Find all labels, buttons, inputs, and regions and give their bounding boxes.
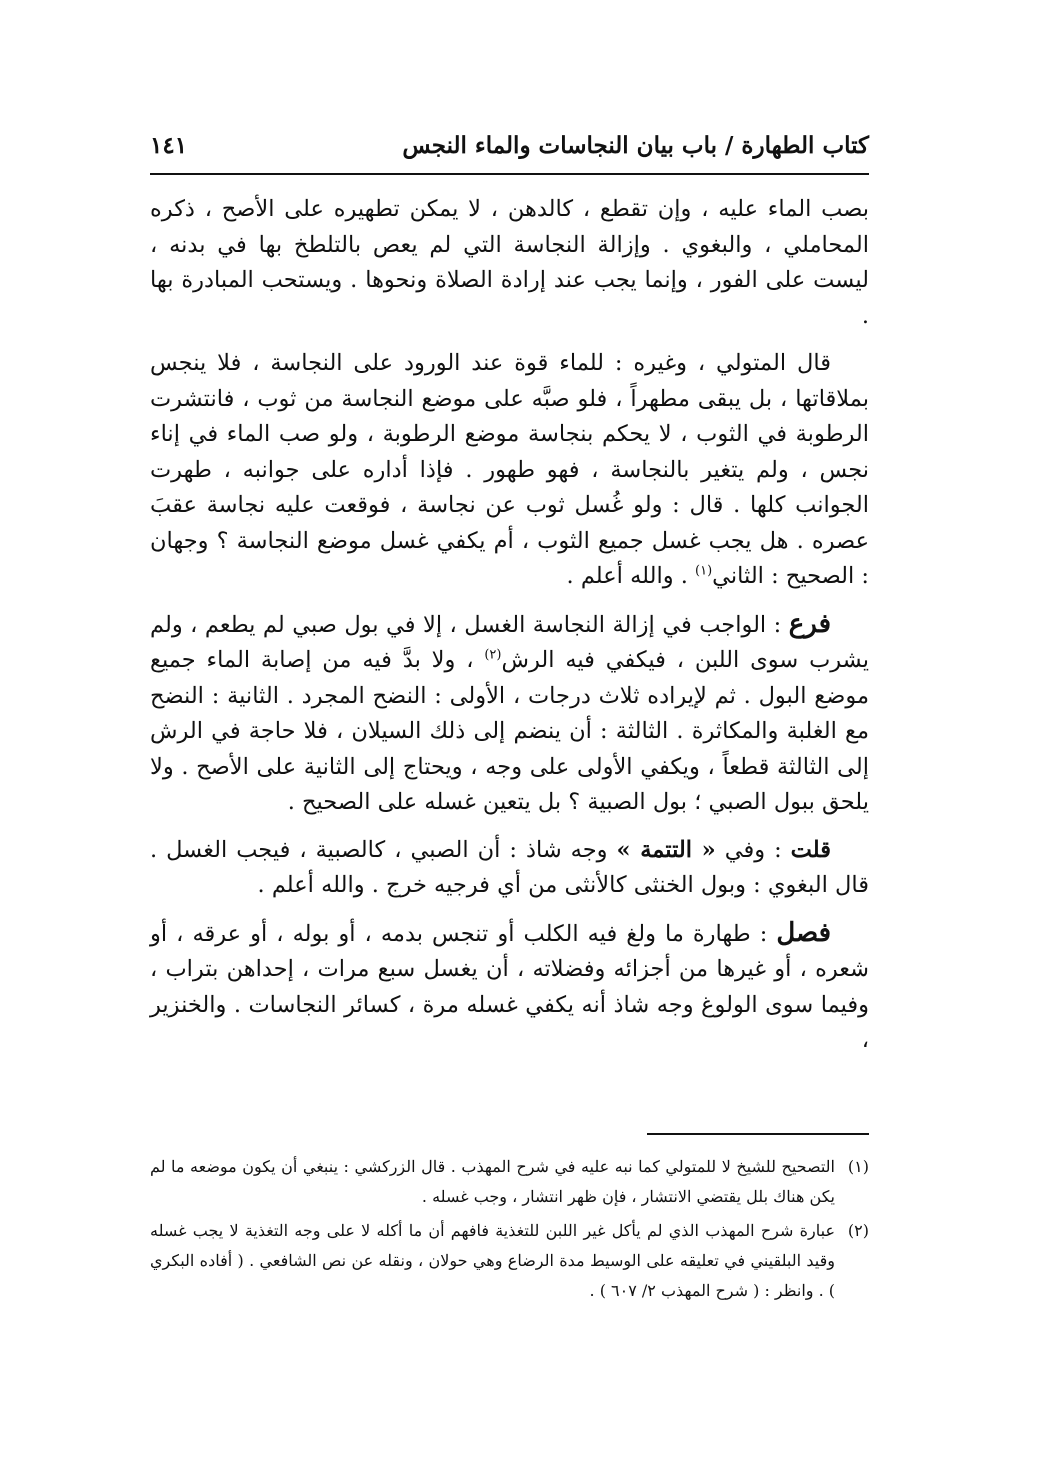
footnotes <box>150 1152 869 1310</box>
paragraph-3-text-a: : الواجب في إزالة النجاسة الغسل ، إلا في بول صبي لم يطعم ، ولم يشرب سوى اللبن ، فيكفي فيه الرش <box>150 611 869 673</box>
footnote-1 <box>150 1152 869 1212</box>
footnote-2-text: عبارة شرح المهذب الذي لم يأكل غير اللبن للتغذية فافهم أن ما أكله لا على وجه التغذية لا يجب غسله وقيد البلقيني في تعليقه على الوسيط مدة الرضاع وهي حولان ، ونقله عن نص الشافعي . ( أفاده البكري ) . وانظر : ( شرح المهذب ٢/ ٦٠٧ ) . <box>150 1221 835 1300</box>
paragraph-2 <box>150 346 869 595</box>
paragraph-5 <box>150 916 869 1059</box>
paragraph-2-end: . والله أعلم . <box>566 563 696 589</box>
footnote-2-number: (٢) <box>847 1221 869 1240</box>
page-number: ١٤١ <box>150 132 188 159</box>
footnote-2 <box>150 1216 869 1306</box>
paragraph-4-text-a: : وفي <box>715 836 791 863</box>
book-title-tatimma: « التتمة » <box>616 836 716 863</box>
paragraph-3-text-b: ، ولا بدَّ فيه من إصابة الماء جميع موضع البول . ثم لإيراده ثلاث درجات ، الأولى : النضح المجرد . الثانية : النضح مع الغلبة والمكاثرة . الثالثة : أن ينضم إلى ذلك السيلان ، فلا حاجة في الرش إلى الثالثة قطعاً ، ويكفي الأولى على وجه ، ويحتاج إلى الثانية على الأصح . ولا يلحق ببول الصبي ؛ بول الصبية ؟ بل يتعين غسله على الصحيح . <box>150 647 869 815</box>
paragraph-4-text-b: وجه شاذ : أن الصبي ، كالصبية ، فيجب الغسل . قال البغوي : وبول الخنثى كالأنثى من أي فرجيه خرج . والله أعلم . <box>150 836 869 898</box>
footnote-rule <box>647 1133 869 1135</box>
main-text <box>150 192 869 1071</box>
fasl-heading: فصل <box>776 917 831 948</box>
running-title: كتاب الطهارة / باب بيان النجاسات والماء النجس <box>402 132 869 159</box>
footnote-ref-2: (٢) <box>484 647 502 663</box>
paragraph-2-text: قال المتولي ، وغيره : للماء قوة عند الورود على النجاسة ، فلا ينجس بملاقاتها ، بل يبقى مطهراً ، فلو صبَّه على موضع النجاسة من ثوب ، فانتشرت الرطوبة في الثوب ، لا يحكم بنجاسة موضع الرطوبة ، ولو صب الماء في إناء نجس ، ولم يتغير بالنجاسة ، فهو طهور . فإذا أداره على جوانبه ، طهرت الجوانب كلها . قال : ولو غُسل ثوب عن نجاسة ، فوقعت عليه نجاسة عقبَ عصره . هل يجب غسل جميع الثوب ، أم يكفي غسل موضع النجاسة ؟ وجهان : الصحيح : الثاني <box>150 350 869 589</box>
running-header <box>150 132 869 159</box>
paragraph-3 <box>150 607 869 821</box>
paragraph-4 <box>150 833 869 904</box>
paragraph-5-text: : طهارة ما ولغ فيه الكلب أو تنجس بدمه ، أو بوله ، أو عرقه ، أو شعره ، أو غيرها من أجزائه وفضلاته ، أن يغسل سبع مرات ، إحداهن بتراب ، وفيما سوى الولوغ وجه شاذ أنه يكفي غسله مرة ، كسائر النجاسات . والخنزير ، <box>150 920 869 1053</box>
header-rule <box>150 173 869 175</box>
footnote-1-number: (١) <box>847 1157 869 1176</box>
qultu-heading: قلت <box>790 836 831 863</box>
paragraph-1: بصب الماء عليه ، وإن تقطع ، كالدهن ، لا يمكن تطهيره على الأصح ، ذكره المحاملي ، والبغوي . وإزالة النجاسة التي لم يعص بالتلطخ بها في بدنه ، ليست على الفور ، وإنما يجب عند إرادة الصلاة ونحوها . ويستحب المبادرة بها . <box>150 196 869 329</box>
far-heading: فرع <box>788 608 831 639</box>
footnote-ref-1: (١) <box>695 563 713 579</box>
footnote-1-text: التصحيح للشيخ لا للمتولي كما نبه عليه في شرح المهذب . قال الزركشي : ينبغي أن يكون موضعه ما لم يكن هناك بلل يقتضي الانتشار ، فإن ظهر انتشار ، وجب غسله . <box>150 1157 835 1206</box>
